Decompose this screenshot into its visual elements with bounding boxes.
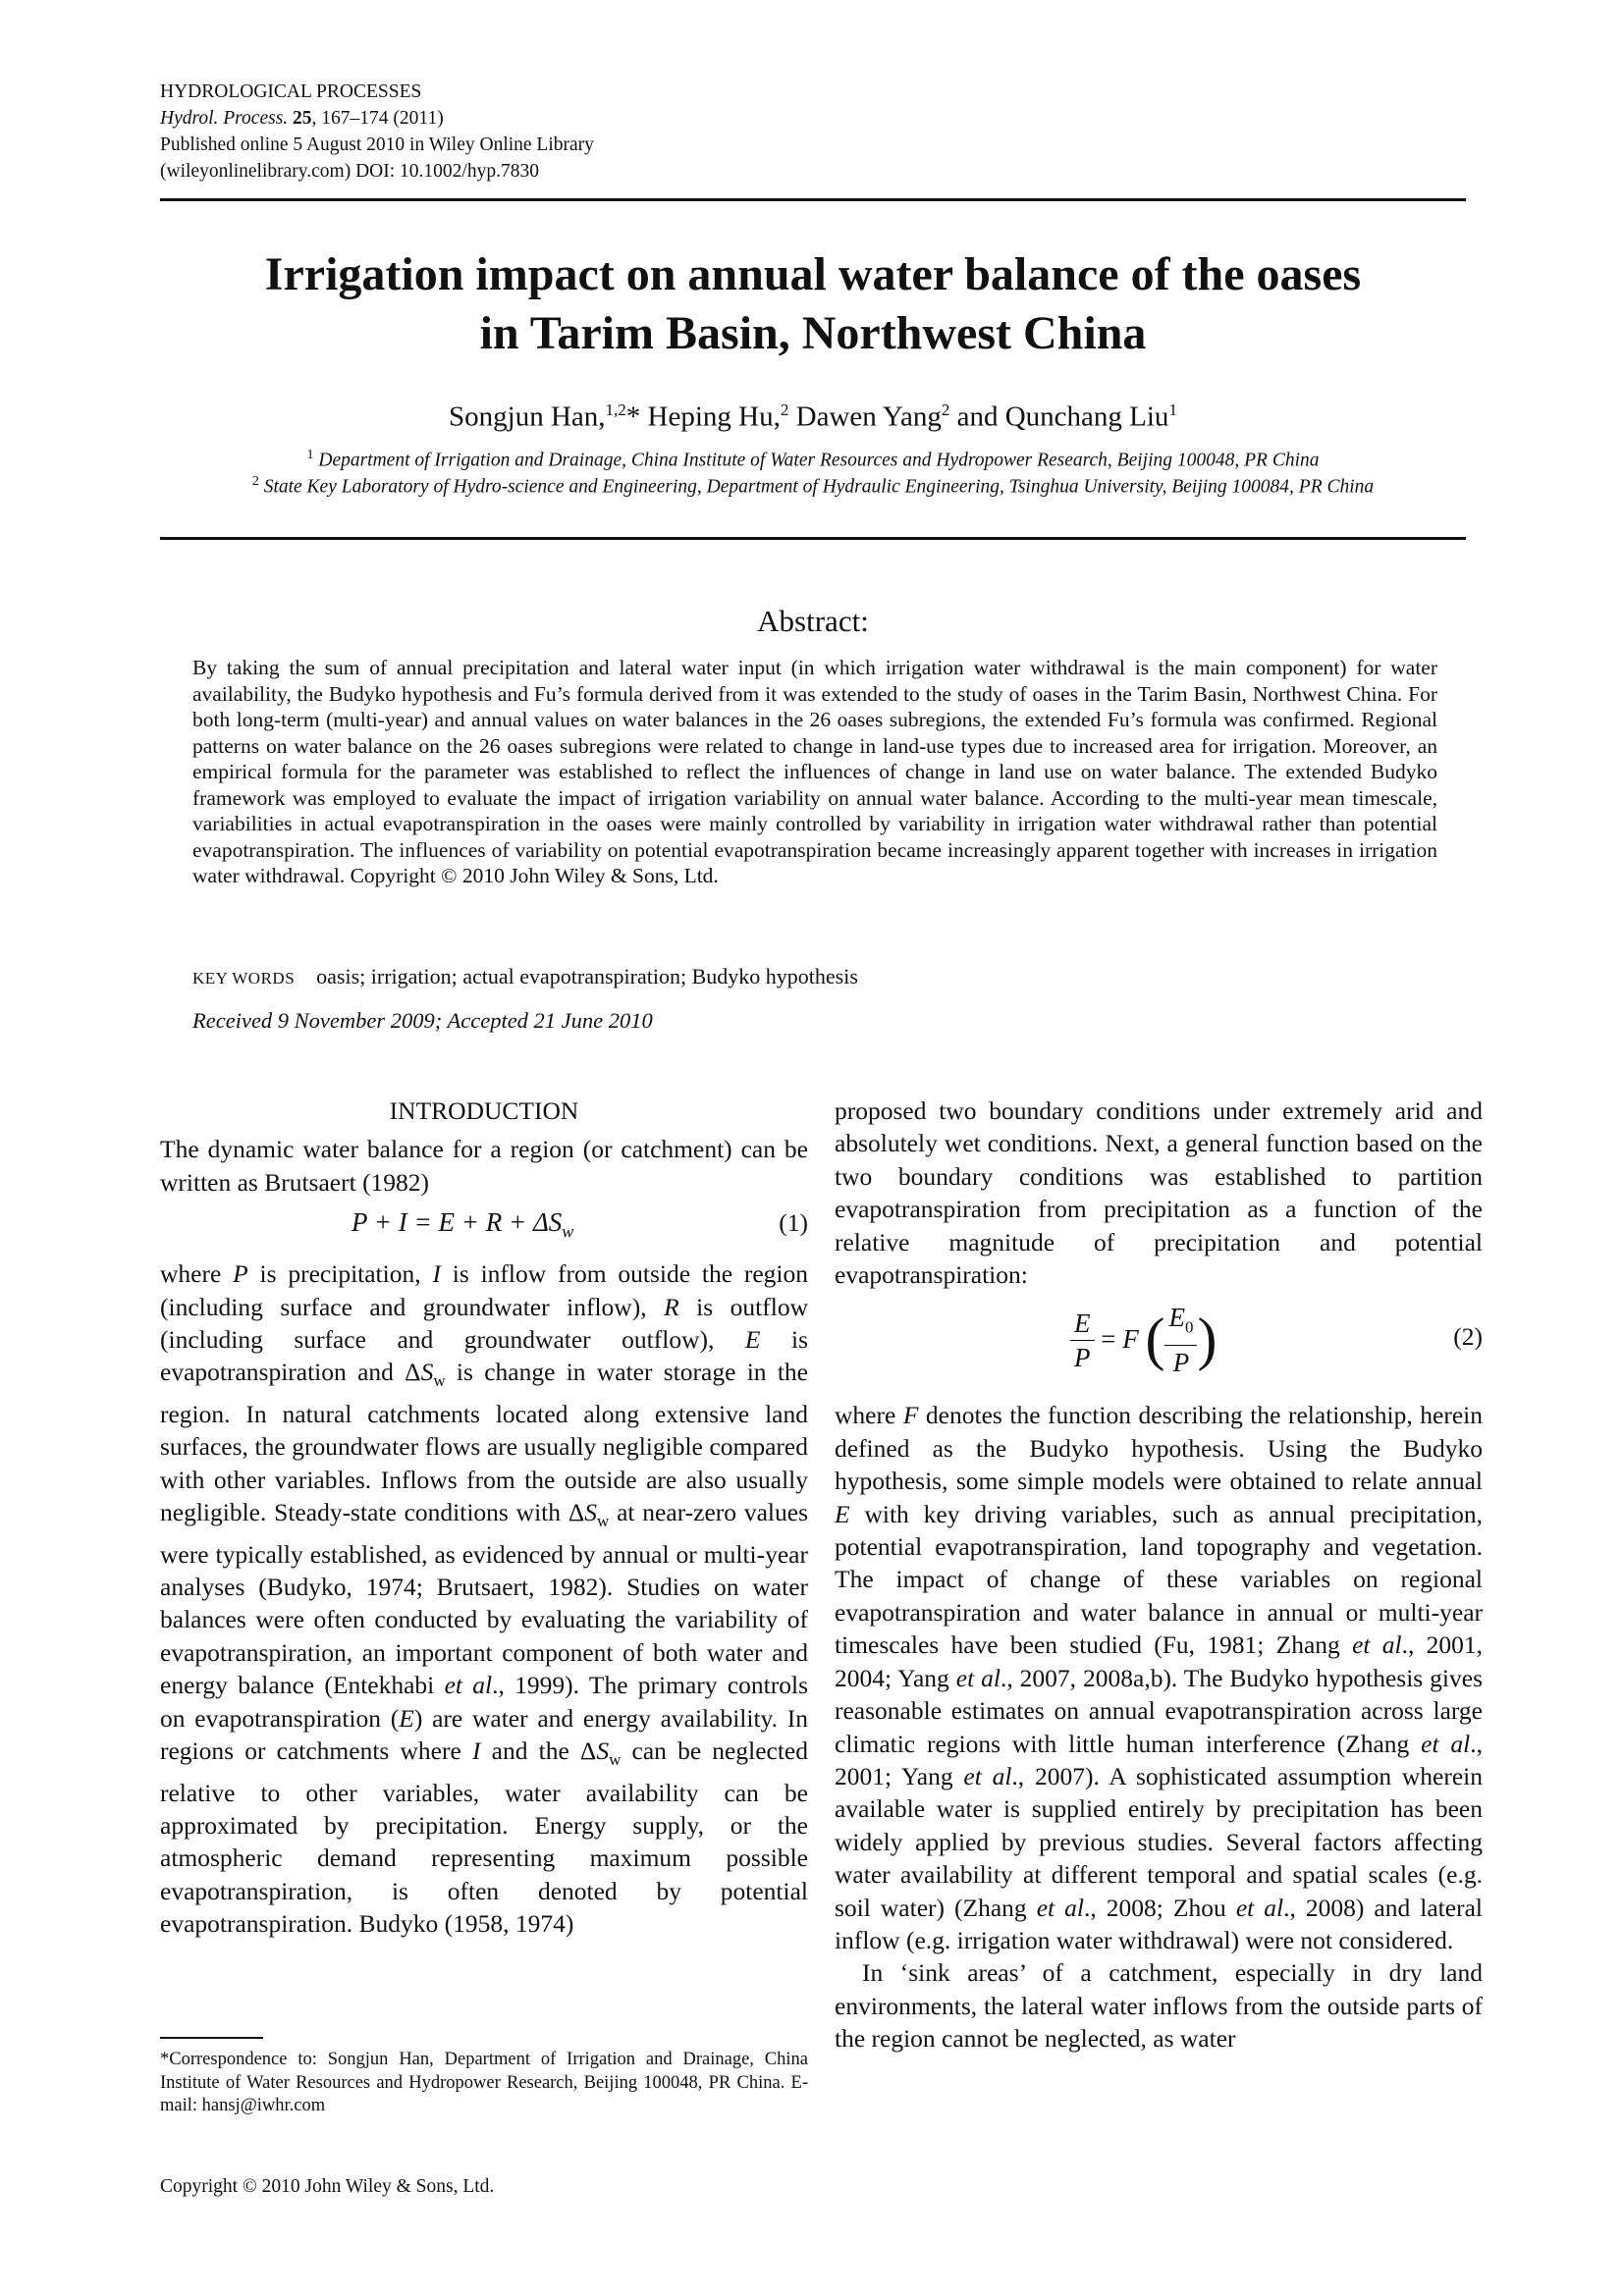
equation-2-number: (2) xyxy=(1453,1322,1483,1352)
equation-2 xyxy=(835,1291,1483,1399)
equation-1-body: $P + I = E + R + \Delta S_w$ xyxy=(352,1207,574,1242)
correspondence-footnote: *Correspondence to: Songjun Han, Department of Irrigation and Drainage, China Institute of Water Resources and Hydropower Research, Beijing 100048, PR China. E-mail: hansj@iwhr.com xyxy=(160,2050,808,2115)
journal-header xyxy=(160,79,594,185)
left-column xyxy=(160,1095,808,1941)
journal-citation: Hydrol. Process. 25, 167–174 (2011) xyxy=(160,108,444,129)
title-line-2: in Tarim Basin, Northwest China xyxy=(479,307,1147,359)
right-paragraph-1: proposed two boundary conditions under extremely arid and absolutely wet conditions. Next, a general function based on the two boundary conditions was established to partition evapotranspiration from precipitation as a function of the relative magnitude of precipitation and potential evapotranspiration: xyxy=(835,1096,1483,1290)
equation-2-body: $\frac{E}{P}$ = F ( $\frac{E_0}{P}$ ) xyxy=(1070,1301,1217,1378)
intro-paragraph-2: where P is precipitation, I is inflow from outside the region (including surface and groundwater inflow), R is outflow (including surface and groundwater outflow), E is evapotranspiration and $\Delta S_w$ is change in water storage in the region. In natural catchments located along extensive land surfaces, the groundwater flows are usually negligible compared with other variables. Inflows from the outside are also usually negligible. Steady-state conditions with $\Delta S_w$ at near-zero values were typically established, as evidenced by annual or multi-year analyses (Budyko, 1974; Brutsaert, 1982). Studies on water balances were often conducted by evaluating the variability of evapotranspiration, an important component of both water and energy balance (Entekhabi et al., 1999). The primary controls on evapotranspiration (E) are water and energy availability. In regions or catchments where I and the $\Delta S_w$ can be neglected relative to other variables, water availability can be approximated by precipitation. Energy supply, or the atmospheric demand representing maximum possible evapotranspiration, is often denoted by potential evapotranspiration. Budyko (1958, 1974) xyxy=(160,1259,809,1939)
journal-name: HYDROLOGICAL PROCESSES xyxy=(160,81,422,102)
received-dates: Received 9 November 2009; Accepted 21 June 2010 xyxy=(192,1008,653,1033)
keywords-list: oasis; irrigation; actual evapotranspiration; Budyko hypothesis xyxy=(316,964,858,988)
paper-title xyxy=(160,245,1466,363)
title-rule xyxy=(160,537,1466,540)
affiliation-2: $^2$ State Key Laboratory of Hydro-science and Engineering, Department of Hydraulic Engineering, Tsinghua University, Beijing 100084, PR China xyxy=(251,474,1375,498)
right-column xyxy=(835,1095,1483,2056)
right-paragraph-3: In ‘sink areas’ of a catchment, especially in dry land environments, the lateral water inflows from the outside parts of the region cannot be neglected, as water xyxy=(835,1958,1483,2054)
title-line-1: Irrigation impact on annual water balance of the oases xyxy=(264,248,1362,300)
keywords xyxy=(192,964,858,989)
header-rule xyxy=(160,198,1466,201)
authors: Songjun Han,$^{1,2}$* Heping Hu,$^2$ Dawen Yang$^2$ and Qunchang Liu$^1$ xyxy=(449,400,1177,433)
equation-1 xyxy=(160,1199,808,1257)
abstract-heading: Abstract: xyxy=(757,604,869,638)
published-line: Published online 5 August 2010 in Wiley Online Library xyxy=(160,134,594,155)
footnote-rule xyxy=(160,2037,263,2039)
keywords-label: KEY WORDS xyxy=(192,969,296,988)
affiliation-1: $^1$ Department of Irrigation and Drainage, China Institute of Water Resources and Hydropower Research, Beijing 100048, PR China xyxy=(306,448,1320,471)
abstract-text: By taking the sum of annual precipitation and lateral water input (in which irrigation water withdrawal is the main component) for water availability, the Budyko hypothesis and Fu’s formula derived from it was extended to the study of oases in the Tarim Basin, Northwest China. For both long-term (multi-year) and annual values on water balances in the 26 oases subregions, the extended Fu’s formula was confirmed. Regional patterns on water balance on the 26 oases subregions were related to change in land-use types due to increased area for irrigation. Moreover, an empirical formula for the parameter was established to reflect the influences of change in land use on water balance. The extended Budyko framework was employed to evaluate the impact of irrigation variability on annual water balance. According to the multi-year mean timescale, variabilities in actual evapotranspiration in the oases were mainly controlled by variability in irrigation water withdrawal rather than potential evapotranspiration. The influences of variability on potential evapotranspiration became increasingly apparent together with increases in irrigation water withdrawal. Copyright © 2010 John Wiley & Sons, Ltd. xyxy=(192,656,1437,887)
page-copyright: Copyright © 2010 John Wiley & Sons, Ltd. xyxy=(160,2176,495,2197)
intro-paragraph-1: The dynamic water balance for a region (or catchment) can be written as Brutsaert (1982) xyxy=(160,1135,808,1197)
introduction-heading: INTRODUCTION xyxy=(389,1096,579,1125)
doi-line: (wileyonlinelibrary.com) DOI: 10.1002/hyp.7830 xyxy=(160,161,539,182)
equation-1-number: (1) xyxy=(779,1208,808,1238)
right-paragraph-2: where F denotes the function describing the relationship, herein defined as the Budyko hypothesis. Using the Budyko hypothesis, some simple models were obtained to relate annual E with key driving variables, such as annual precipitation, potential evapotranspiration, land topography and vegetation. The impact of change of these variables on regional evapotranspiration and water balance in annual or multi-year timescales have been studied (Fu, 1981; Zhang et al., 2001, 2004; Yang et al., 2007, 2008a,b). The Budyko hypothesis gives reasonable estimates on annual evapotranspiration across large climatic regions with little human interference (Zhang et al., 2001; Yang et al., 2007). A sophisticated assumption wherein available water is supplied entirely by precipitation has been widely applied by previous studies. Several factors affecting water availability at different temporal and spatial scales (e.g. soil water) (Zhang et al., 2008; Zhou et al., 2008) and lateral inflow (e.g. irrigation water withdrawal) were not considered. xyxy=(835,1401,1483,1954)
